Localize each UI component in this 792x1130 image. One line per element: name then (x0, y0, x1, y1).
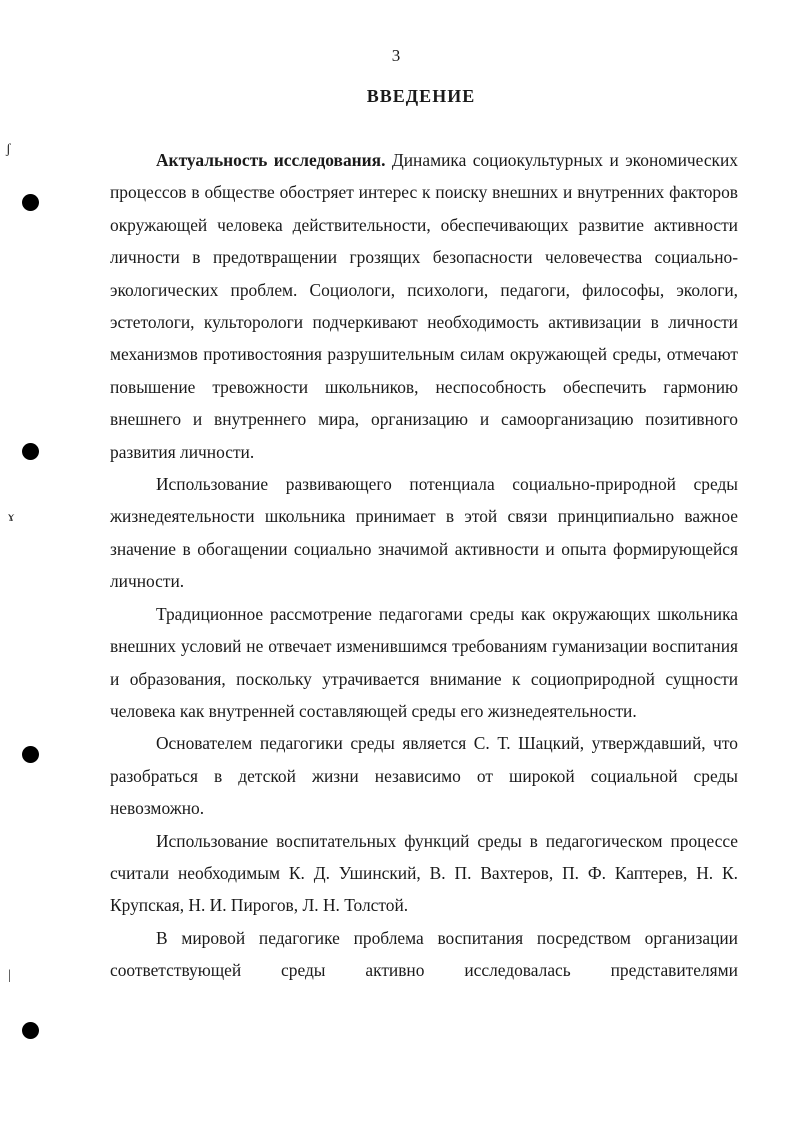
paragraph: Использование воспитательных функций среды в педагогическом процессе считали необходимым К. Д. Ушинский, В. П. Вахтеров, П. Ф. Каптерев, Н. К. Крупская, Н. И. Пирогов, Л. Н. Толстой. (110, 830, 738, 916)
binder-hole-4 (22, 1022, 39, 1039)
binder-hole-3 (22, 746, 39, 763)
paragraph-text: Динамика социокультурных и экономических процессов в обществе обостряет интерес к поиску внешних и внутренних факторов окружающей человека действительности, обеспечивающих развитие активности личности в предотвращении грозящих безопасности человечества социально-экологических проблем. Социологи, психологи, педагоги, философы, экологи, эстетологи, культорологи подчеркивают необходимость активизации в личности механизмов противостояния разрушительным силам окружающей среды, отмечают повышение тревожности школьников, неспособность обеспечить гармонию внешнего и внутреннего мира, организацию и самоорганизацию позитивного развития личности. (110, 150, 738, 462)
binder-hole-1 (22, 194, 39, 211)
paragraph: В мировой педагогике проблема воспитания посредством организации соответствующей среды активно исследовалась представителями (110, 927, 738, 981)
paragraph: Основателем педагогики среды является С. Т. Шацкий, утверждавший, что разобраться в детской жизни независимо от широкой социальной среды невозможно. (110, 733, 738, 819)
binder-hole-2 (22, 443, 39, 460)
body-text (110, 144, 738, 987)
paragraph: Традиционное рассмотрение педагогами среды как окружающих школьника внешних условий не отвечает изменившимся требованиям гуманизации воспитания и образования, поскольку утрачивается внимание к социоприродной сущности человека как внутренней составляющей среды его жизнедеятельности. (110, 603, 738, 721)
scan-mark: | (8, 968, 11, 983)
page-number: 3 (391, 46, 401, 65)
scan-mark: ɤ (8, 510, 15, 525)
paragraph: Использование развивающего потенциала социально-природной среды жизнедеятельности школьника принимает в этой связи принципиально важное значение в обогащении социально значимой активности и опыта формирующейся личности. (110, 474, 738, 592)
scan-mark: ʃ (6, 142, 11, 157)
lead-phrase: Актуальность исследования. (156, 150, 386, 170)
page-title: ВВЕДЕНИЕ (366, 86, 476, 106)
paragraph-relevance (110, 144, 738, 468)
